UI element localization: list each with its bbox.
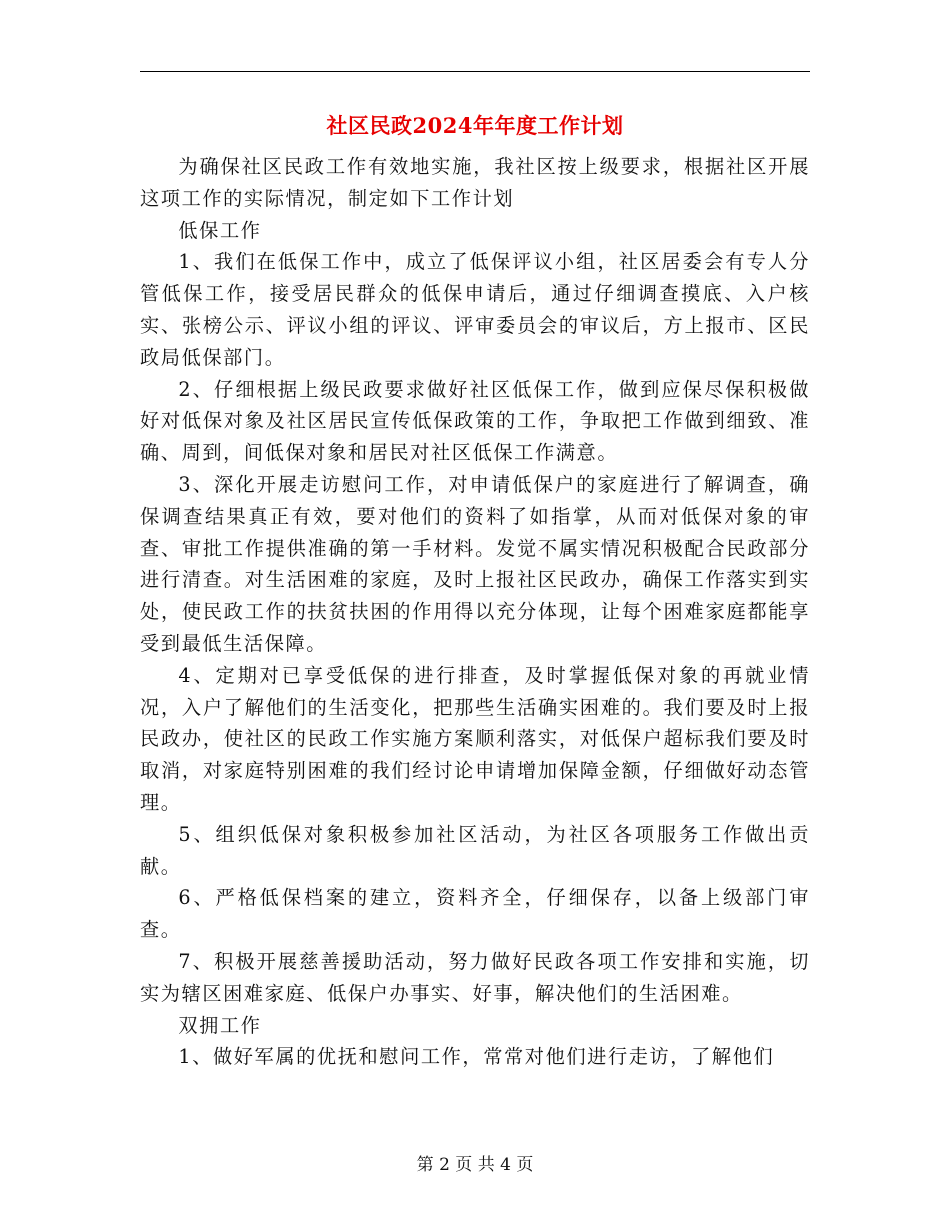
body-paragraph: 5、组织低保对象积极参加社区活动，为社区各项服务工作做出贡献。 xyxy=(140,822,810,878)
body-paragraph: 7、积极开展慈善援助活动，努力做好民政各项工作安排和实施，切实为辖区困难家庭、低保户办事实、好事，解决他们的生活困难。 xyxy=(140,949,810,1005)
body-paragraph: 3、深化开展走访慰问工作，对申请低保户的家庭进行了解调查，确保调查结果真正有效，要对他们的资料了如指掌，从而对低保对象的审查、审批工作提供准确的第一手材料。发觉不属实情况积极配合民政部分进行清查。对生活困难的家庭，及时上报社区民政办，确保工作落实到实处，使民政工作的扶贫扶困的作用得以充分体现，让每个困难家庭都能享受到最低生活保障。 xyxy=(140,472,810,655)
document-title: 社区民政2024年年度工作计划 xyxy=(326,113,624,138)
page-number-footer: 第 2 页 共 4 页 xyxy=(416,1155,534,1175)
body-paragraph: 1、我们在低保工作中，成立了低保评议小组，社区居委会有专人分管低保工作，接受居民群众的低保申请后，通过仔细调查摸底、入户核实、张榜公示、评议小组的评议、评审委员会的审议后，方上报市、区民政局低保部门。 xyxy=(140,250,810,369)
document-body xyxy=(140,151,810,1073)
header-rule xyxy=(140,71,810,72)
body-paragraph: 2、仔细根据上级民政要求做好社区低保工作，做到应保尽保积极做好对低保对象及社区居民宣传低保政策的工作，争取把工作做到细致、准确、周到，间低保对象和居民对社区低保工作满意。 xyxy=(140,377,810,465)
body-paragraph: 4、定期对已享受低保的进行排查，及时掌握低保对象的再就业情况，入户了解他们的生活变化，把那些生活确实困难的。我们要及时上报民政办，使社区的民政工作实施方案顺利落实，对低保户超标我们要及时取消，对家庭特别困难的我们经讨论申请增加保障金额，仔细做好动态管理。 xyxy=(140,663,810,814)
intro-paragraph: 为确保社区民政工作有效地实施，我社区按上级要求，根据社区开展这项工作的实际情况，制定如下工作计划 xyxy=(140,155,810,210)
body-paragraph: 1、做好军属的优抚和慰问工作，常常对他们进行走访，了解他们 xyxy=(178,1045,775,1069)
section-heading-dibao: 低保工作 xyxy=(178,218,262,242)
body-paragraph: 6、严格低保档案的建立，资料齐全，仔细保存，以备上级部门审查。 xyxy=(140,886,810,942)
section-heading-shuangyong: 双拥工作 xyxy=(178,1013,262,1037)
